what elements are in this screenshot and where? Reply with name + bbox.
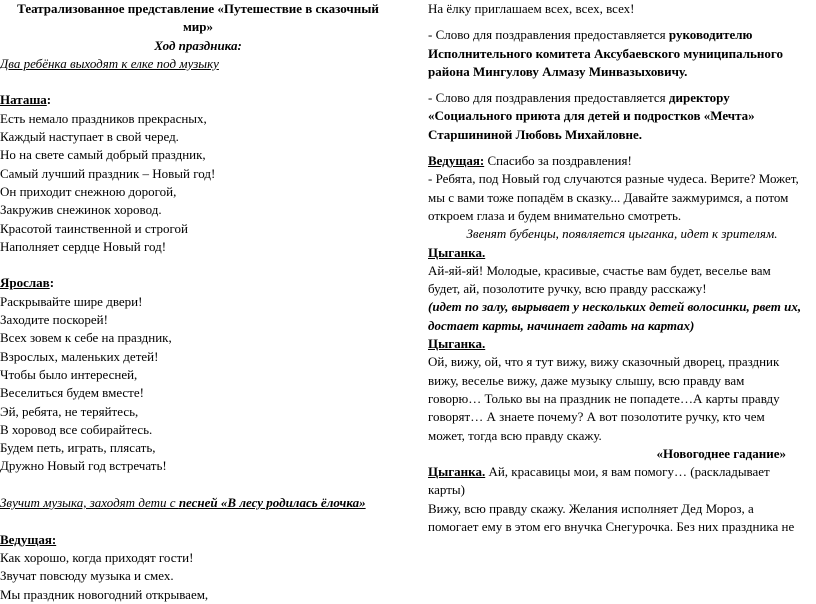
host-paragraph: Ведущая: Спасибо за поздравления! - Ребята, под Новый год случаются разные чудеса. Верите? Может, мы с вами тоже попадём в сказку... Давайте зажмуримся, а потом откроем глаза и будем внимательно смотреть.	[428, 153, 799, 223]
song-title: песней «В лесу родилась ёлочка»	[178, 495, 366, 511]
left-column	[0, 0, 396, 604]
verse-line: Дружно Новый год встречать!	[0, 458, 167, 474]
verse-line: Звучат повсюду музыка и смех.	[0, 568, 174, 584]
yaroslav-verse	[0, 293, 396, 476]
greeting-paragraph: - Слово для поздравления предоставляется директору «Социального приюта для детей и подростков «Мечта» Старшининой Любовь Михайловне.	[428, 90, 755, 142]
speaker-name: Ведущая:	[428, 153, 485, 169]
speaker-name: Цыганка.	[428, 464, 486, 480]
verse-line: Есть немало праздников прекрасных,	[0, 110, 207, 126]
verse-line: Но на свете самый добрый праздник,	[0, 147, 206, 163]
natasha-verse	[0, 110, 396, 256]
speaker-name: Наташа	[0, 92, 47, 108]
stage-direction: достает карты, начинает гадать на картах)	[428, 317, 695, 333]
verse-line: Самый лучший праздник – Новый год!	[0, 165, 216, 181]
speaker-natasha: Наташа:	[0, 92, 52, 108]
right-column: На ёлку приглашаем всех, всех, всех! - Слово для поздравления предоставляется руководителю Исполнительного комитета Аксубаевского муниципального района Мингулову Алмазу Минвазыховичу. - Слово для поздравления предоставляется директору «Социального приюта для детей и подростков «Мечта» Старшининой Любовь Михайловне. Ведущая: Спасибо за поздравления! - Ребята, под Новый год случаются разные чудеса. Верите? Может, мы с вами тоже попадём в сказку... Давайте зажмуримся, а потом откроем глаза и будем внимательно смотреть. Звенят бубенцы, появляется цыганка, идет к зрителям. Цыганка. Ай-яй-яй! Молодые, красивые, счастье вам будет, веселье вам будет, ай, позолотите ручку, всю правду расскажу! (идет по залу, вырывает у нескольких детей волосинки, рвет их, достает карты, начинает гадать на картах) Цыганка. Ой, вижу, ой, что я тут вижу, вижу сказочный дворец, праздник вижу, веселье вижу, даже музыку слышу, всю правду вам говорю… Только вы на праздник не попадете…А карты правду говорят… А знаете почему? А вот позолотите ручку, кто чем может, тогда всю правду скажу. «Новогоднее гадание» Цыганка. Ай, красавицы мои, я вам помогу… (раскладывает карты) Вижу, всю правду скажу. Желания исполняет Дед Мороз, а помогает ему в этом его внучка Снегурочка. Без них праздника не	[428, 0, 816, 536]
verse-line: Раскрывайте шире двери!	[0, 293, 143, 309]
stage-direction: (идет по залу, вырывает у нескольких детей волосинки, рвет их,	[428, 299, 802, 315]
verse-line: Будем петь, играть, плясать,	[0, 440, 156, 456]
speaker-name: Ярослав	[0, 275, 50, 291]
verse-line: Как хорошо, когда приходят гости!	[0, 549, 194, 565]
section-title: «Новогоднее гадание»	[656, 445, 786, 461]
verse-line: На ёлку приглашаем всех, всех, всех!	[428, 1, 635, 16]
stage-direction-song: Звучит музыка, заходят дети с песней «В лесу родилась ёлочка»	[0, 495, 366, 511]
speaker-gypsy: Цыганка.	[428, 244, 486, 260]
document-title: Театрализованное представление «Путешествие в сказочный	[17, 1, 379, 16]
progress-heading: Ход праздника:	[154, 37, 242, 53]
verse-line: Эй, ребята, не теряйтесь,	[0, 403, 139, 419]
speaker-yaroslav: Ярослав:	[0, 275, 55, 291]
stage-direction: Два ребёнка выходят к елке под музыку	[0, 55, 219, 71]
verse-line: Взрослых, маленьких детей!	[0, 348, 159, 364]
verse-line: Мы праздник новогодний открываем,	[0, 586, 209, 602]
greeting-paragraph: - Слово для поздравления предоставляется руководителю Исполнительного комитета Аксубаевского муниципального района Мингулову Алмазу Минвазыховичу.	[428, 27, 783, 79]
verse-line: Всех зовем к себе на праздник,	[0, 330, 172, 346]
verse-line: Красотой таинственной и строгой	[0, 220, 188, 236]
verse-line: Заходите поскорей!	[0, 312, 108, 328]
verse-line: Он приходит снежною дорогой,	[0, 183, 177, 199]
verse-line: Чтобы было интересней,	[0, 366, 138, 382]
verse-line: Наполняет сердце Новый год!	[0, 238, 167, 254]
verse-line: Закружив снежинок хоровод.	[0, 202, 162, 218]
stage-direction: Звенят бубенцы, появляется цыганка, идет к зрителям.	[466, 226, 778, 242]
verse-line: В хоровод все собирайтесь.	[0, 421, 153, 437]
document-title-cont: мир»	[182, 19, 214, 35]
speaker-host: Ведущая:	[0, 531, 57, 547]
speaker-gypsy: Цыганка.	[428, 336, 486, 352]
verse-line: Веселиться будем вместе!	[0, 385, 144, 401]
verse-line: Каждый наступает в свой черед.	[0, 129, 179, 145]
